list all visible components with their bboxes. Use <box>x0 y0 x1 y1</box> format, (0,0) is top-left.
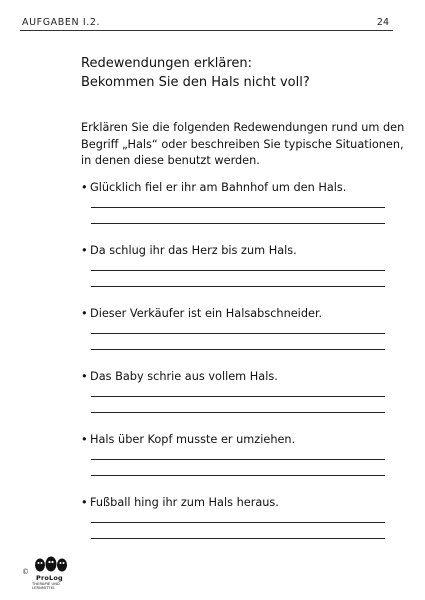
publisher-logo <box>22 554 82 594</box>
exercise-prompt <box>81 181 391 195</box>
exercise-item <box>81 244 391 258</box>
title-line-1: Redewendungen erklären: <box>81 56 253 71</box>
answer-line[interactable] <box>91 223 385 224</box>
bullet: • <box>81 307 88 320</box>
answer-line[interactable] <box>91 538 385 539</box>
idiom-text: Da schlug ihr das Herz bis zum Hals. <box>90 244 297 257</box>
title-line-2: Bekommen Sie den Hals nicht voll? <box>81 75 310 90</box>
bullet: • <box>81 181 88 194</box>
answer-line[interactable] <box>91 459 385 460</box>
answer-line[interactable] <box>91 522 385 523</box>
answer-line[interactable] <box>91 475 385 476</box>
exercise-prompt <box>81 307 391 321</box>
idiom-text: Hals über Kopf musste er umziehen. <box>90 433 296 446</box>
answer-line[interactable] <box>91 207 385 208</box>
exercise-item <box>81 496 391 510</box>
exercise-item <box>81 370 391 384</box>
answer-line[interactable] <box>91 333 385 334</box>
bullet: • <box>81 496 88 509</box>
bullet: • <box>81 433 88 446</box>
instructions: Erklären Sie die folgenden Redewendungen rund um den Begriff „Hals“ oder beschreiben Sie typische Situationen, in denen diese benutzt werden. <box>81 121 405 167</box>
idiom-text: Glücklich fiel er ihr am Bahnhof um den Hals. <box>90 181 347 194</box>
idiom-text: Dieser Verkäufer ist ein Halsabschneider. <box>90 307 323 320</box>
header-label: AUFGABEN I.2. <box>22 17 101 28</box>
exercise-prompt <box>81 244 391 258</box>
logo-name: ProLog <box>36 574 63 582</box>
idiom-text: Fußball hing ihr zum Hals heraus. <box>90 496 279 509</box>
bullet: • <box>81 370 88 383</box>
exercise-item <box>81 181 391 195</box>
answer-line[interactable] <box>91 286 385 287</box>
answer-line[interactable] <box>91 412 385 413</box>
answer-line[interactable] <box>91 270 385 271</box>
idiom-text: Das Baby schrie aus vollem Hals. <box>90 370 278 383</box>
bullet: • <box>81 244 88 257</box>
logo-tagline: THERAPIE UND LERNMITTEL <box>32 582 60 590</box>
header-divider <box>20 30 393 31</box>
answer-line[interactable] <box>91 396 385 397</box>
answer-line[interactable] <box>91 349 385 350</box>
page-title <box>81 54 310 92</box>
copyright-symbol: © <box>22 568 29 576</box>
exercise-prompt <box>81 433 391 447</box>
exercise-item <box>81 307 391 321</box>
publisher-logo-icon <box>34 554 68 572</box>
exercise-prompt <box>81 496 391 510</box>
exercise-item <box>81 433 391 447</box>
exercise-prompt <box>81 370 391 384</box>
page-number: 24 <box>376 17 389 28</box>
